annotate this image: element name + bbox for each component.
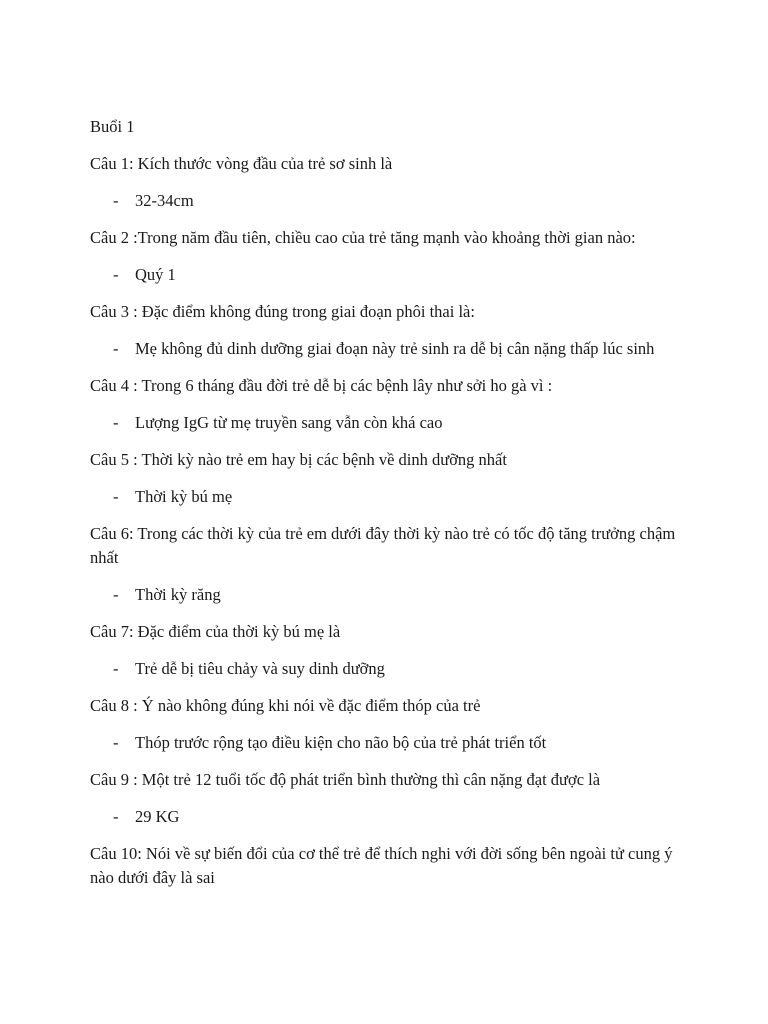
document-content: [90, 115, 678, 903]
question-8: Câu 8 : Ý nào không đúng khi nói về đặc điểm thóp của trẻ: [90, 696, 481, 715]
answer-text: Thời kỳ bú mẹ: [135, 487, 233, 506]
answer-6: [90, 583, 678, 607]
answer-9: [90, 805, 678, 829]
answer-text: 29 KG: [135, 807, 180, 826]
answer-text: 32-34cm: [135, 191, 194, 210]
answer-1: [90, 189, 678, 213]
answer-4: [90, 411, 678, 435]
answer-2: [90, 263, 678, 287]
question-2: Câu 2 :Trong năm đầu tiên, chiều cao của trẻ tăng mạnh vào khoảng thời gian nào:: [90, 228, 636, 247]
answer-text: Mẹ không đủ dinh dưỡng giai đoạn này trẻ sinh ra dễ bị cân nặng thấp lúc sinh: [135, 339, 655, 358]
bullet-dash: -: [113, 659, 119, 678]
bullet-dash: -: [113, 265, 119, 284]
session-title: Buổi 1: [90, 117, 135, 136]
question-9: Câu 9 : Một trẻ 12 tuổi tốc độ phát triển bình thường thì cân nặng đạt được là: [90, 770, 601, 789]
answer-text: Lượng IgG từ mẹ truyền sang vẫn còn khá cao: [135, 413, 443, 432]
answer-7: [90, 657, 678, 681]
answer-3: [90, 337, 678, 361]
answer-5: [90, 485, 678, 509]
answer-text: Thóp trước rộng tạo điều kiện cho não bộ của trẻ phát triển tốt: [135, 733, 547, 752]
answer-text: Trẻ dễ bị tiêu chảy và suy dinh dưỡng: [135, 659, 385, 678]
question-10: Câu 10: Nói về sự biến đổi của cơ thể trẻ để thích nghi với đời sống bên ngoài tử cung ý nào dưới đây là sai: [90, 844, 673, 887]
bullet-dash: -: [113, 339, 119, 358]
question-7: Câu 7: Đặc điểm của thời kỳ bú mẹ là: [90, 622, 341, 641]
bullet-dash: -: [113, 585, 119, 604]
answer-text: Quý 1: [135, 265, 176, 284]
bullet-dash: -: [113, 413, 119, 432]
answer-8: [90, 731, 678, 755]
bullet-dash: -: [113, 191, 119, 210]
question-1: Câu 1: Kích thước vòng đầu của trẻ sơ sinh là: [90, 154, 393, 173]
question-6: Câu 6: Trong các thời kỳ của trẻ em dưới đây thời kỳ nào trẻ có tốc độ tăng trưởng chậm nhất: [90, 524, 676, 567]
question-3: Câu 3 : Đặc điểm không đúng trong giai đoạn phôi thai là:: [90, 302, 475, 321]
bullet-dash: -: [113, 807, 119, 826]
answer-text: Thời kỳ răng: [135, 585, 221, 604]
bullet-dash: -: [113, 733, 119, 752]
question-5: Câu 5 : Thời kỳ nào trẻ em hay bị các bệnh về dinh dưỡng nhất: [90, 450, 507, 469]
question-4: Câu 4 : Trong 6 tháng đầu đời trẻ dễ bị các bệnh lây như sởi ho gà vì :: [90, 376, 553, 395]
bullet-dash: -: [113, 487, 119, 506]
